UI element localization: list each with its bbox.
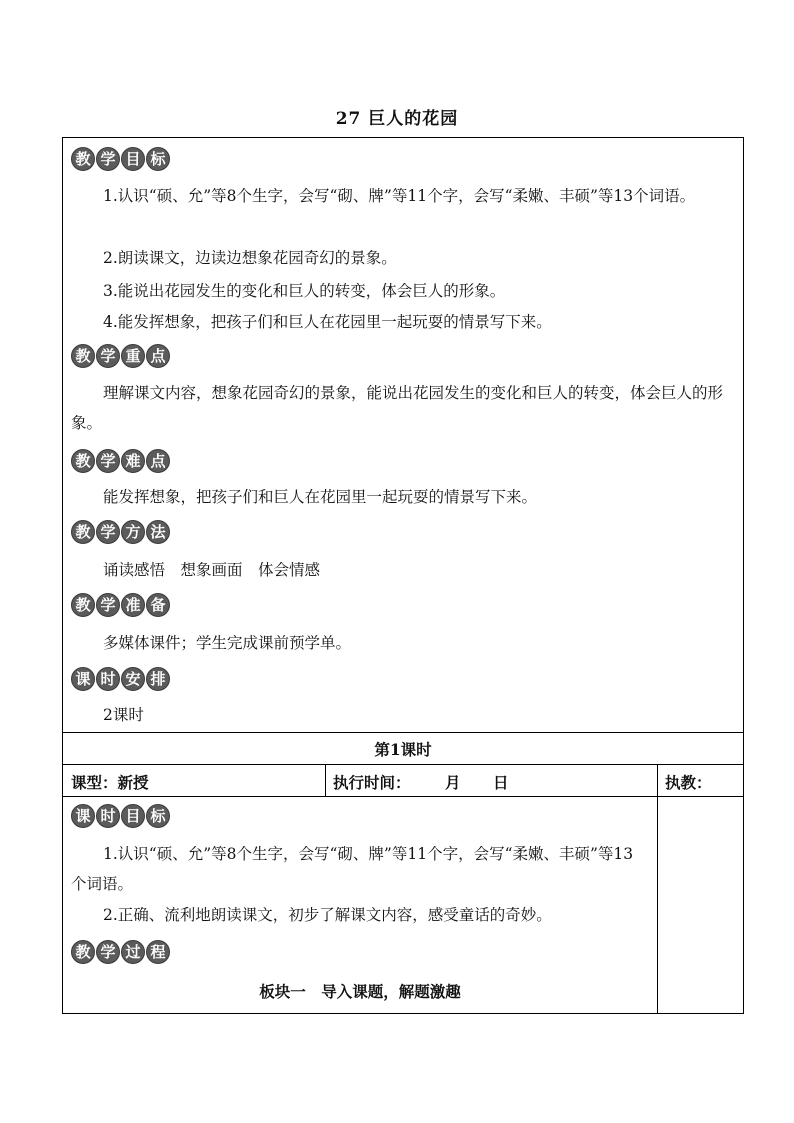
section-badge-process: 教 学 过 程 [71,940,170,964]
schedule-text: 2课时 [103,706,144,724]
section-badge-lesson-goals: 课 时 目 标 [71,804,170,828]
section-badge-preparation: 教 学 准 备 [71,593,170,617]
lesson-goal-item-2: 2.正确、流利地朗读课文，初步了解课文内容，感受童话的奇妙。 [103,906,552,924]
lesson-header: 第1课时 [374,740,432,759]
column-divider [325,764,326,796]
methods-text: 诵读感悟 想象画面 体会情感 [103,561,321,579]
block-title: 板块一 导入课题，解题激趣 [259,982,461,1001]
goal-item-2: 2.朗读课文，边读边想象花园奇幻的景象。 [103,249,397,267]
column-divider [657,764,658,1014]
goal-item-4: 4.能发挥想象，把孩子们和巨人在花园里一起玩耍的情景写下来。 [103,313,552,331]
section-badge-difficulties: 教 学 难 点 [71,449,170,473]
teacher-label: 执教： [665,773,712,792]
divider [63,796,743,797]
section-badge-key-points: 教 学 重 点 [71,344,170,368]
preparation-text: 多媒体课件；学生完成课前预学单。 [103,634,352,652]
goal-item-1: 1.认识“硕、允”等8个生字，会写“砌、牌”等11个字，会写“柔嫩、丰硕”等13个词语。 [103,187,696,205]
key-points-text: 理解课文内容，想象花园奇幻的景象，能说出花园发生的变化和巨人的转变，体会巨人的形象。 [71,384,724,432]
divider [63,732,743,733]
section-badge-schedule: 课 时 安 排 [71,667,170,691]
difficulties-text: 能发挥想象，把孩子们和巨人在花园里一起玩耍的情景写下来。 [103,488,538,506]
divider [63,764,743,765]
lesson-goal-item-1: 1.认识“硕、允”等8个生字，会写“砌、牌”等11个字，会写“柔嫩、丰硕”等13个词语。 [71,845,634,893]
goal-item-3: 3.能说出花园发生的变化和巨人的转变，体会巨人的形象。 [103,282,506,300]
lesson-plan-table [62,137,744,1014]
day-label: 日 [493,773,509,792]
execution-time-label: 执行时间： [333,773,411,792]
section-badge-goals: 教 学 目 标 [71,147,170,171]
lesson-type: 课型：新授 [71,773,149,792]
document-title: 27 巨人的花园 [335,109,459,129]
month-label: 月 [445,773,461,792]
section-badge-methods: 教 学 方 法 [71,520,170,544]
